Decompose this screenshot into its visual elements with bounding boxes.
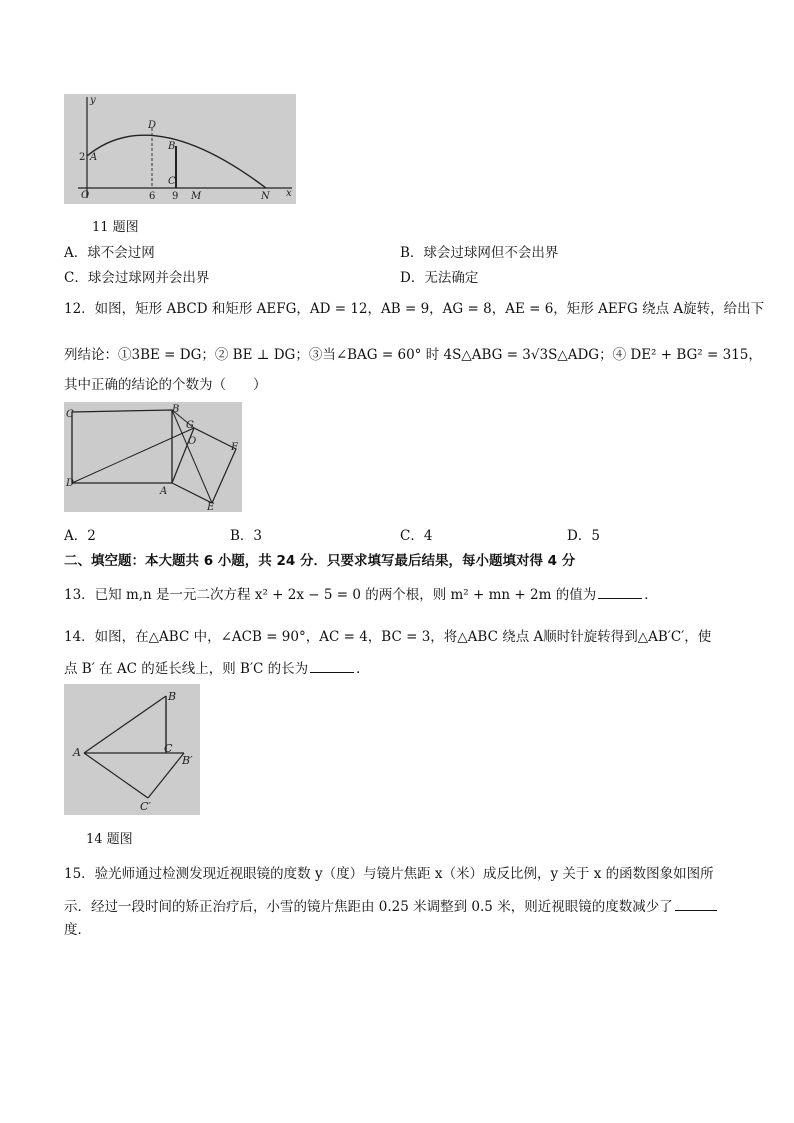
label-O: O <box>81 190 90 201</box>
label-A: A <box>160 486 168 497</box>
q13-text: 13．已知 m,n 是一元二次方程 x² + 2x − 5 = 0 的两个根，则 m² + mn + 2m 的值为 <box>64 587 597 603</box>
section2-heading: 二、填空题：本大题共 6 小题，共 24 分．只要求填写最后结果，每小题填对得 4 分 <box>64 553 576 569</box>
label-x: x <box>286 188 292 199</box>
label-F: F <box>231 442 238 453</box>
q14-figure-caption: 14 题图 <box>86 832 133 847</box>
q13-answer-blank[interactable] <box>598 584 642 599</box>
q11-figure-caption: 11 题图 <box>92 220 139 235</box>
q12-option-a: A．2 <box>64 528 96 544</box>
q14-answer-blank[interactable] <box>310 658 354 673</box>
label-9: 9 <box>172 191 179 202</box>
q14-text: 点 B′ 在 AC 的延长线上，则 B′C 的长为 <box>64 661 309 677</box>
q14-text-end: ． <box>356 661 370 677</box>
q15-text: 示．经过一段时间的矫正治疗后，小雪的镜片焦距由 0.25 米调整到 0.5 米，则近视眼镜的度数减少了 <box>64 899 673 915</box>
label-A: A <box>73 746 81 759</box>
label-E: E <box>207 502 215 512</box>
q11-parabola-figure <box>64 94 296 204</box>
label-B: B <box>172 404 180 415</box>
label-2: 2 <box>79 152 86 163</box>
label-C: C <box>164 742 173 755</box>
label-C: C <box>168 176 176 187</box>
q14-stem-line1: 14．如图，在△ABC 中，∠ACB = 90°，AC = 4，BC = 3，将△ABC 绕点 A顺时针旋转得到△AB′C′，使 <box>64 629 712 645</box>
label-B: B <box>168 141 176 152</box>
q13-text-end: ． <box>644 587 658 603</box>
q12-rectangles-figure <box>64 402 242 512</box>
q15-stem-line1: 15．验光师通过检测发现近视眼镜的度数 y（度）与镜片焦距 x（米）成反比例，y 关于 x 的函数图象如图所 <box>64 866 714 882</box>
label-y: y <box>90 95 96 106</box>
q13-stem <box>64 583 658 603</box>
q12-stem-line1: 12．如图，矩形 ABCD 和矩形 AEFG，AD = 12，AB = 9，AG = 8，AE = 6，矩形 AEFG 绕点 A旋转，给出下 <box>64 301 765 317</box>
label-B: B <box>168 690 177 703</box>
q11-option-a: A．球不会过网 <box>64 245 155 261</box>
q15-stem-line2 <box>64 895 719 915</box>
label-C: C <box>66 409 74 420</box>
label-N: N <box>261 191 270 202</box>
q12-stem-line3: 其中正确的结论的个数为（ ） <box>64 377 267 393</box>
label-D: D <box>148 120 157 131</box>
label-A: A <box>90 152 98 163</box>
q14-stem-line2 <box>64 657 370 677</box>
q12-option-b: B．3 <box>230 528 263 544</box>
label-D: D <box>66 478 75 489</box>
label-6: 6 <box>149 191 156 202</box>
q11-option-d: D．无法确定 <box>400 270 479 286</box>
label-O: O <box>188 436 197 447</box>
q12-stem-line2: 列结论：①3BE = DG；② BE ⊥ DG；③当∠BAG = 60° 时 4S△ABG = 3√3S△ADG；④ DE² + BG² = 315， <box>64 347 762 363</box>
q12-option-d: D．5 <box>567 528 600 544</box>
q14-rotation-figure <box>64 684 200 815</box>
label-G: G <box>186 420 194 431</box>
q11-option-b: B．球会过球网但不会出界 <box>400 245 559 261</box>
label-C-prime: C′ <box>140 800 151 813</box>
q15-answer-blank[interactable] <box>675 896 717 911</box>
q12-option-c: C．4 <box>400 528 433 544</box>
q15-stem-line3: 度． <box>64 922 91 938</box>
label-M: M <box>191 191 202 202</box>
q11-option-c: C．球会过球网并会出界 <box>64 270 210 286</box>
label-B-prime: B′ <box>182 754 193 767</box>
